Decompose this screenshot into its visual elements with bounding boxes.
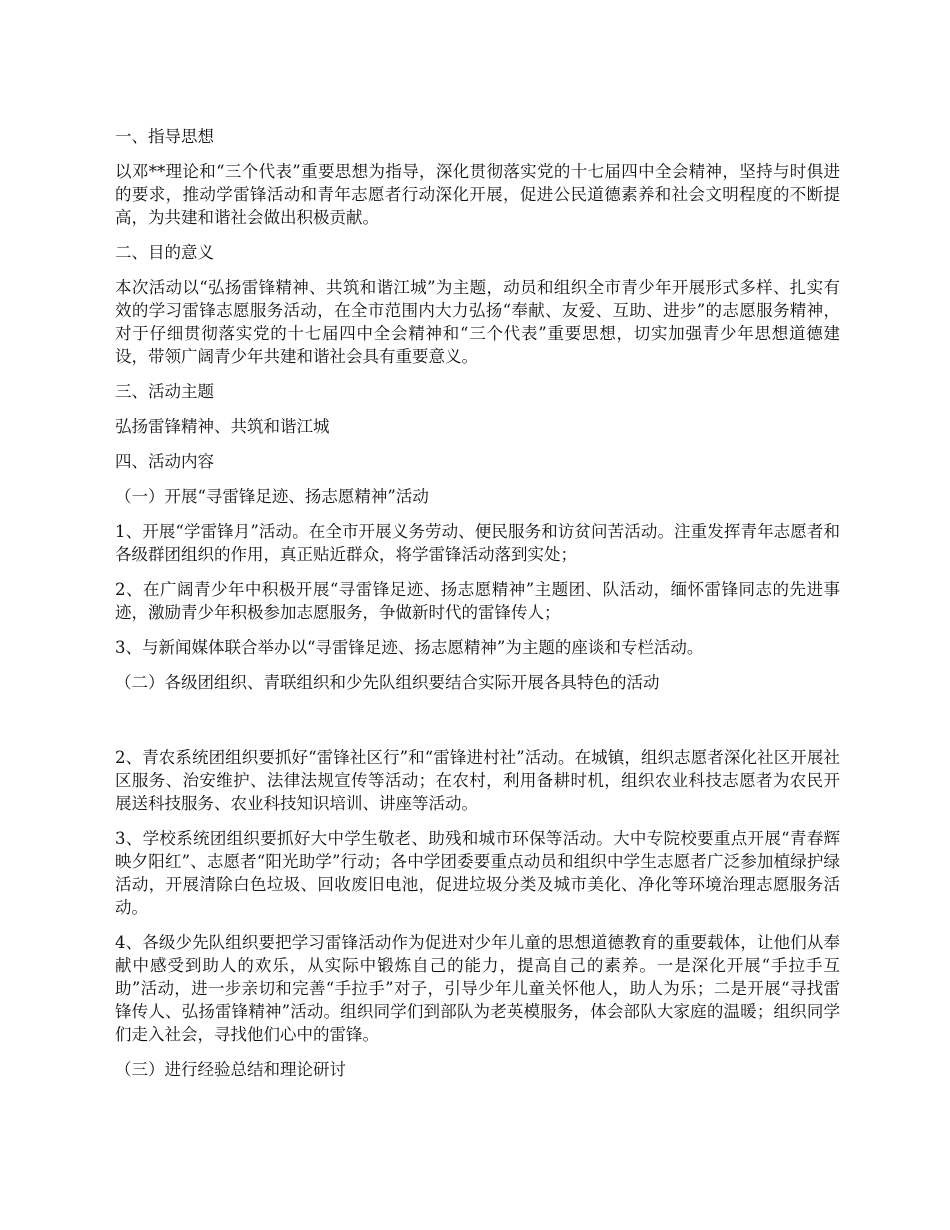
list-item-3b: 3、学校系统团组织要抓好大中学生敬老、助残和城市环保等活动。大中专院校要重点开展“青春辉映夕阳红”、志愿者“阳光助学”行动；各中学团委要重点动员和组织中学生志愿者广泛参加植绿护绿活动，开展清除白色垃圾、回收废旧电池，促进垃圾分类及城市美化、净化等环境治理志愿服务活动。 <box>115 829 840 917</box>
heading-purpose: 二、目的意义 <box>115 243 214 262</box>
document-body <box>115 125 840 1093</box>
blank-gap <box>115 706 840 746</box>
paragraph-theme: 弘扬雷锋精神、共筑和谐江城 <box>115 417 330 436</box>
heading-content: 四、活动内容 <box>115 452 214 471</box>
subheading-three: （三）进行经验总结和理论研讨 <box>115 1060 346 1079</box>
list-item-2b: 2、青农系统团组织要抓好“雷锋社区行”和“雷锋进村社”活动。在城镇，组织志愿者深化社区开展社区服务、治安维护、法律法规宣传等活动；在农村，利用备耕时机，组织农业科技志愿者为农民开展送科技服务、农业科技知识培训、讲座等活动。 <box>115 748 840 813</box>
list-item-4b: 4、各级少先队组织要把学习雷锋活动作为促进对少年儿童的思想道德教育的重要载体，让他们从奉献中感受到助人的欢乐，从实际中锻炼自己的能力，提高自己的素养。一是深化开展“手拉手互助”活动，进一步亲切和完善“手拉手”对子，引导少年儿童关怀他人，助人为乐；二是开展“寻找雷锋传人、弘扬雷锋精神”活动。组织同学们到部队为老英模服务，体会部队大家庭的温暖；组织同学们走入社会，寻找他们心中的雷锋。 <box>115 933 840 1044</box>
subheading-two: （二）各级团组织、青联组织和少先队组织要结合实际开展各具特色的活动 <box>115 673 660 692</box>
list-item-3: 3、与新闻媒体联合举办以“寻雷锋足迹、扬志愿精神”为主题的座谈和专栏活动。 <box>115 638 704 657</box>
paragraph-guiding-thought: 以邓**理论和“三个代表”重要思想为指导，深化贯彻落实党的十七届四中全会精神，坚持与时俱进的要求，推动学雷锋活动和青年志愿者行动深化开展，促进公民道德素养和社会文明程度的不断提高，为共建和谐社会做出积极贡献。 <box>115 162 840 227</box>
paragraph-purpose: 本次活动以“弘扬雷锋精神、共筑和谐江城”为主题，动员和组织全市青少年开展形式多样、扎实有效的学习雷锋志愿服务活动，在全市范围内大力弘扬“奉献、友爱、互助、进步”的志愿服务精神，对于仔细贯彻落实党的十七届四中全会精神和“三个代表”重要思想，切实加强青少年思想道德建设，带领广阔青少年共建和谐社会具有重要意义。 <box>115 278 840 366</box>
heading-theme: 三、活动主题 <box>115 382 214 401</box>
list-item-1: 1、开展“学雷锋月”活动。在全市开展义务劳动、便民服务和访贫问苦活动。注重发挥青年志愿者和各级群团组织的作用，真正贴近群众，将学雷锋活动落到实处； <box>115 522 840 564</box>
heading-guiding-thought: 一、指导思想 <box>115 127 214 146</box>
list-item-2: 2、在广阔青少年中积极开展“寻雷锋足迹、扬志愿精神”主题团、队活动，缅怀雷锋同志的先进事迹，激励青少年积极参加志愿服务，争做新时代的雷锋传人； <box>115 580 840 622</box>
subheading-one: （一）开展“寻雷锋足迹、扬志愿精神”活动 <box>115 487 429 506</box>
